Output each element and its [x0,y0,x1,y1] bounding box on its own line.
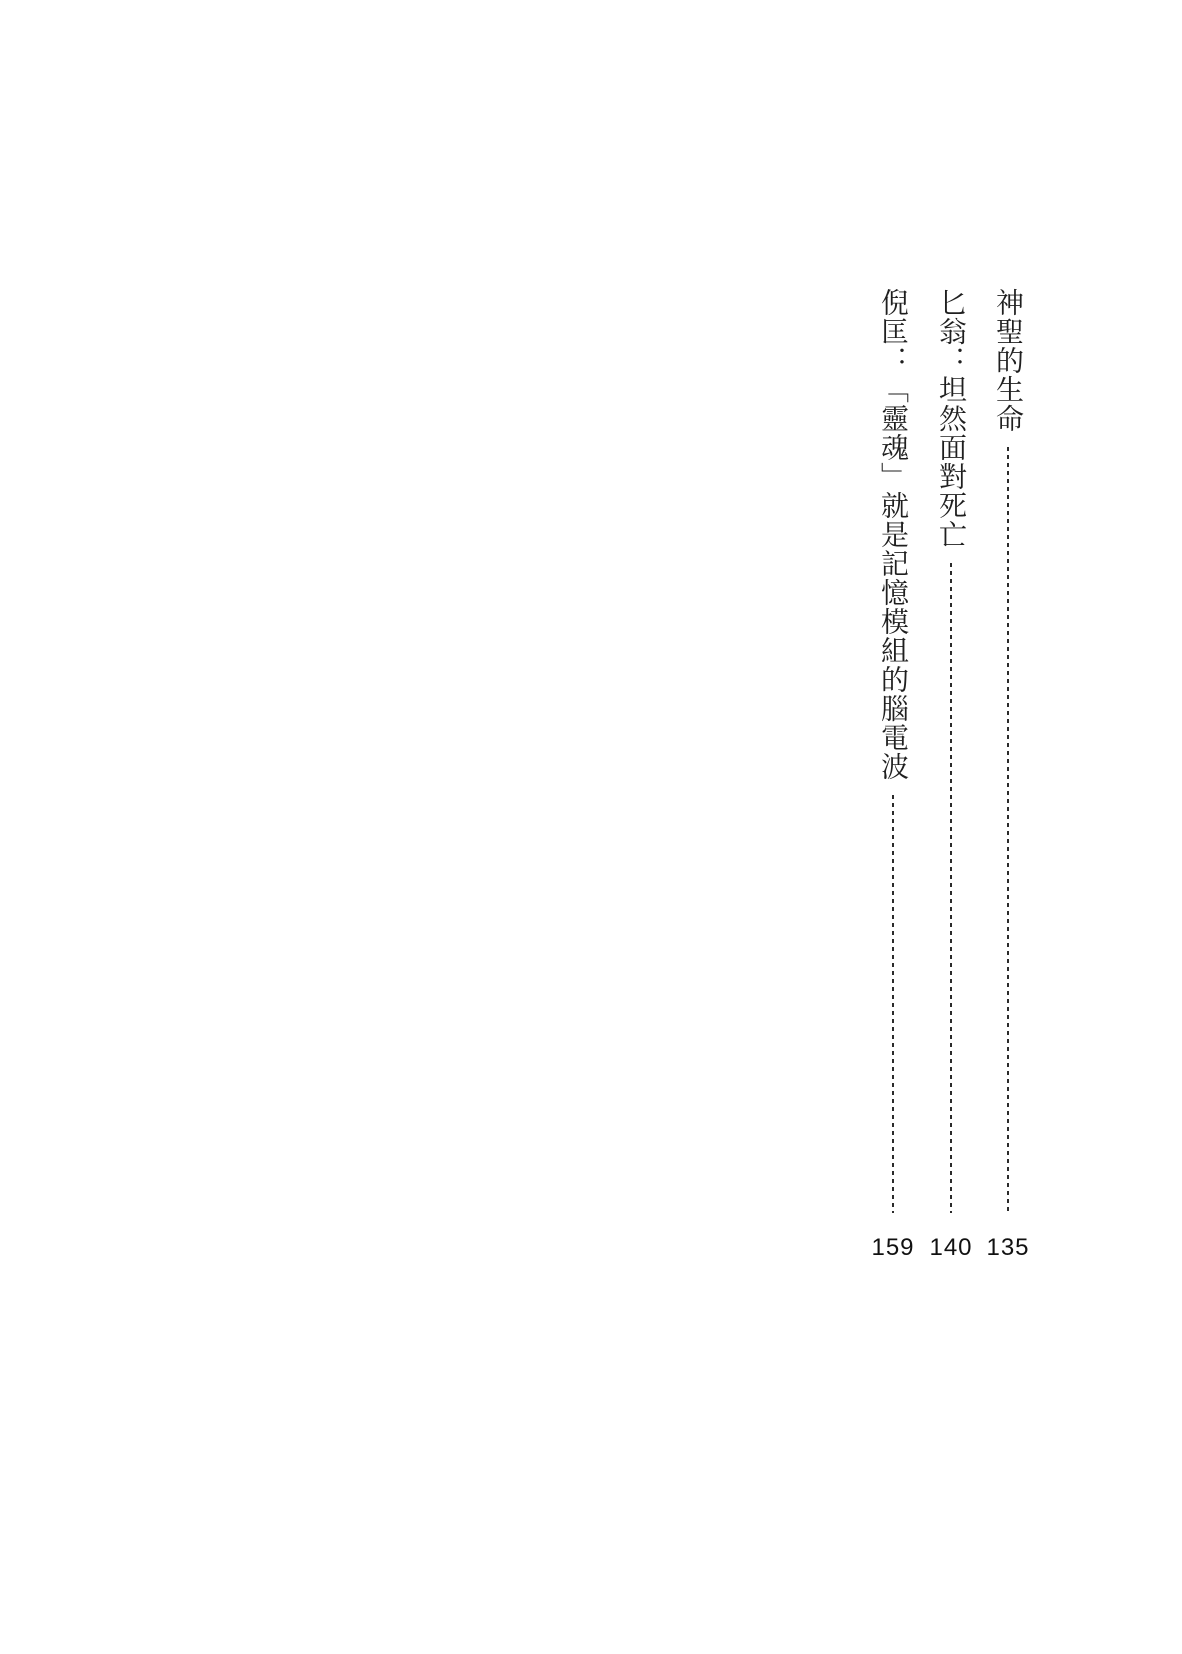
toc-entry [933,288,969,1213]
dotted-leader-line [892,795,894,1213]
toc-entry [990,288,1026,1213]
toc-entry [875,288,911,1213]
toc-entry-title: 倪匡：「靈魂」就是記憶模組的腦電波 [877,288,910,781]
toc-entry-title: 匕翁：坦然面對死亡 [935,288,968,549]
dotted-leader-line [1007,447,1009,1213]
toc-page-number: 159 [871,1234,915,1261]
toc-page-number: 135 [986,1234,1030,1261]
toc-page-number: 140 [929,1234,973,1261]
toc-entry-title: 神聖的生命 [992,288,1025,433]
dotted-leader-line [950,563,952,1213]
